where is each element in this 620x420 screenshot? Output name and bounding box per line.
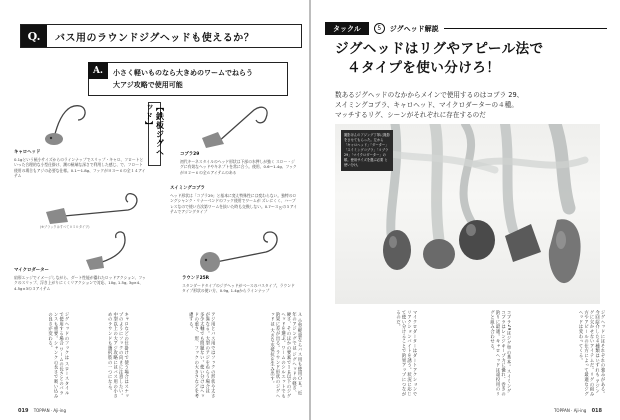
caption-round25r: [182, 276, 298, 294]
category-label: タックル: [325, 22, 369, 35]
category-title: ジグヘッド解説: [389, 24, 439, 33]
body-column: ジグヘッドにはそれぞれの強みがある。今回紹介した４種類はいずれも アジングに欠かせないアイテムだ。リグの組み方やアピールの仕方によって最適なジグヘッドは変わってくる。: [578, 310, 605, 397]
headline-line-2: ４タイプを使い分けろ！: [347, 60, 501, 76]
left-footer: [14, 408, 66, 414]
lead-text: [335, 90, 605, 120]
body-column: アジ用とバス用ではフックの形状や太さが異なる。大型のアジをねらう場合は 多少太軸でも問題ない。使い分けはヘッドの重さ、形、フックの大きさなどを考慮する。: [188, 312, 216, 399]
caption-title: コブラ29: [180, 152, 200, 157]
body-column: マイクロダーターはダートアクションで リアクションバイトを誘う。状況に応じて使い分けることで釣果アップにつながるのだ。: [395, 310, 417, 397]
page-number: 018: [591, 408, 602, 414]
vertical-label: 【鉄板ジグヘッド】: [148, 102, 161, 166]
caption-title: マイクロダーター: [14, 268, 49, 273]
footer-text: TOPPAN · Aji-ing: [553, 408, 587, 413]
category-rule: [444, 28, 607, 29]
caption-body: 初代キーネスタイルのヘッド形状は下部の水押しが強く スロー・ジグに有効なヘッドやキネプトを常に合う。使用、0.6〜1.4g、フックがヨ２〜６の全６アイテムのある: [180, 158, 297, 175]
category-bar: [325, 22, 607, 35]
question-badge: Q.: [21, 25, 47, 47]
headline: [335, 40, 605, 78]
caption-body: 扇形エッジでイメージしながら、ダート性能が優れたロッドアクション、フックのスリップ、浮き上がりにくくリアクションで対応、10g, 1.5g, 3g×4、4.5g×3の３アイテム: [14, 274, 146, 291]
question-banner: [20, 24, 302, 48]
answer-line-1: 小さく軽いものなら大きめのワームでねらう: [113, 69, 253, 77]
left-page: [0, 0, 309, 420]
caption-swimming-cobra: [170, 186, 298, 215]
answer-badge: A.: [88, 62, 108, 79]
footer-text: TOPPAN · Aji-ing: [33, 408, 67, 413]
jig-round25r-image: [196, 226, 292, 278]
left-body-text: [14, 312, 302, 402]
right-page: [311, 0, 620, 420]
caption-body: ヘッド形状は「コブラ29」と基本に変え特殊性には変わらない。独特のロングシャンク・リナーベンドのフック使用でワームが ズレにくく、ハーブレスなので使い方次第ワームを抜いた時も交換しない。0.7〜３ｇの５アイテムでアジングタイプ: [170, 192, 298, 215]
figure-note: (※ブラックはすべて０５０タイプ): [40, 225, 90, 229]
body-column: ジグヘッドのフックは スロースタイルで使用する場合 ワームの長さとのバランスも重要。シャンクの長さで吸い込みの良さが変わる。: [47, 312, 69, 399]
jig-carohead-image: [40, 98, 104, 148]
caption-title: キャロヘッド: [14, 150, 41, 155]
page-number: 019: [18, 408, 29, 414]
body-column: キャロなどの仕掛けで使う場合はスナップのようにフックの向きに注意したい。中型以上の大アジ攻略にはバス用の小さめのラウンドも選択肢の一つになる。: [107, 312, 129, 399]
jighead-photo: [335, 124, 600, 304]
answer-text: [113, 67, 253, 91]
caption-body: 0.1gという極小サイズからのラインナップでスリップ・キャロ、フロートといった合理的な小型仕掛け、潮の極端な深さで利用した感じ、で、フロート使用の場合もアジの必要な仕様。0.1〜1.8g、フックがヨ３〜６の全１４アイテム: [14, 156, 146, 179]
lead-line: スイミングコブラ、キャロヘッド、マイクロダーターの４種。: [335, 101, 518, 109]
caption-body: スタンダードタイプのジグヘッドがベースのバスタイプ。ラウンドタイプ形状の使い方、0.9g, 1.4gからラインナップ: [182, 282, 295, 294]
jig-cobra29-image: [198, 100, 288, 156]
question-text: バス用のラウンドジグヘッドも使えるか？: [55, 32, 255, 44]
lead-line: マッチするリグ、シーンがそれぞれに存在するのだ: [335, 111, 486, 119]
answer-line-2: 大アジ攻略で使用可能: [113, 81, 183, 89]
body-column: コブラ29はジグ単の基本。スイミングコブラはレンジキープ力に優れ、巻きの釣りに最適。キャロヘッドは遠投用のリグと組み合わせる。: [489, 310, 511, 397]
photo-caption: 撮影ほんのアジング丁寧に撮影をさせてもらった。左から「キャロヘッド」「ダーター」「スイミングコブラ」「コブラ29」「マイクロダーター」の順。使用サイズを選ぶ必要 と使い分け。: [341, 130, 393, 171]
caption-title: ラウンド25R: [182, 276, 210, 281]
category-number: 5: [374, 23, 385, 34]
lead-line: 数あるジグヘッドのなかからメインで使用するのはコブラ 29、: [335, 91, 524, 99]
body-column: Ａ 小型軽量ならバス用も使用ＯＫ。近年のアジングでは ジグヘッドの軽さ、硬さ、そのほかの要素で１ｇ以下のジグヘッドを選ぶ。ワームのシルエットでも 釣果に差が出る。ラウンド形状のジグヘッドは 大きな水抵抗を生み出す。: [269, 312, 302, 399]
answer-box: [88, 62, 288, 96]
right-body-text: [333, 310, 605, 400]
caption-micro-darter: [14, 268, 146, 291]
caption-carohead: [14, 150, 146, 179]
caption-cobra29: [180, 152, 298, 175]
right-footer: [554, 408, 606, 414]
headline-line-1: ジグヘッドはリグやアピール法で: [335, 41, 544, 57]
caption-title: スイミングコブラ: [170, 186, 205, 191]
